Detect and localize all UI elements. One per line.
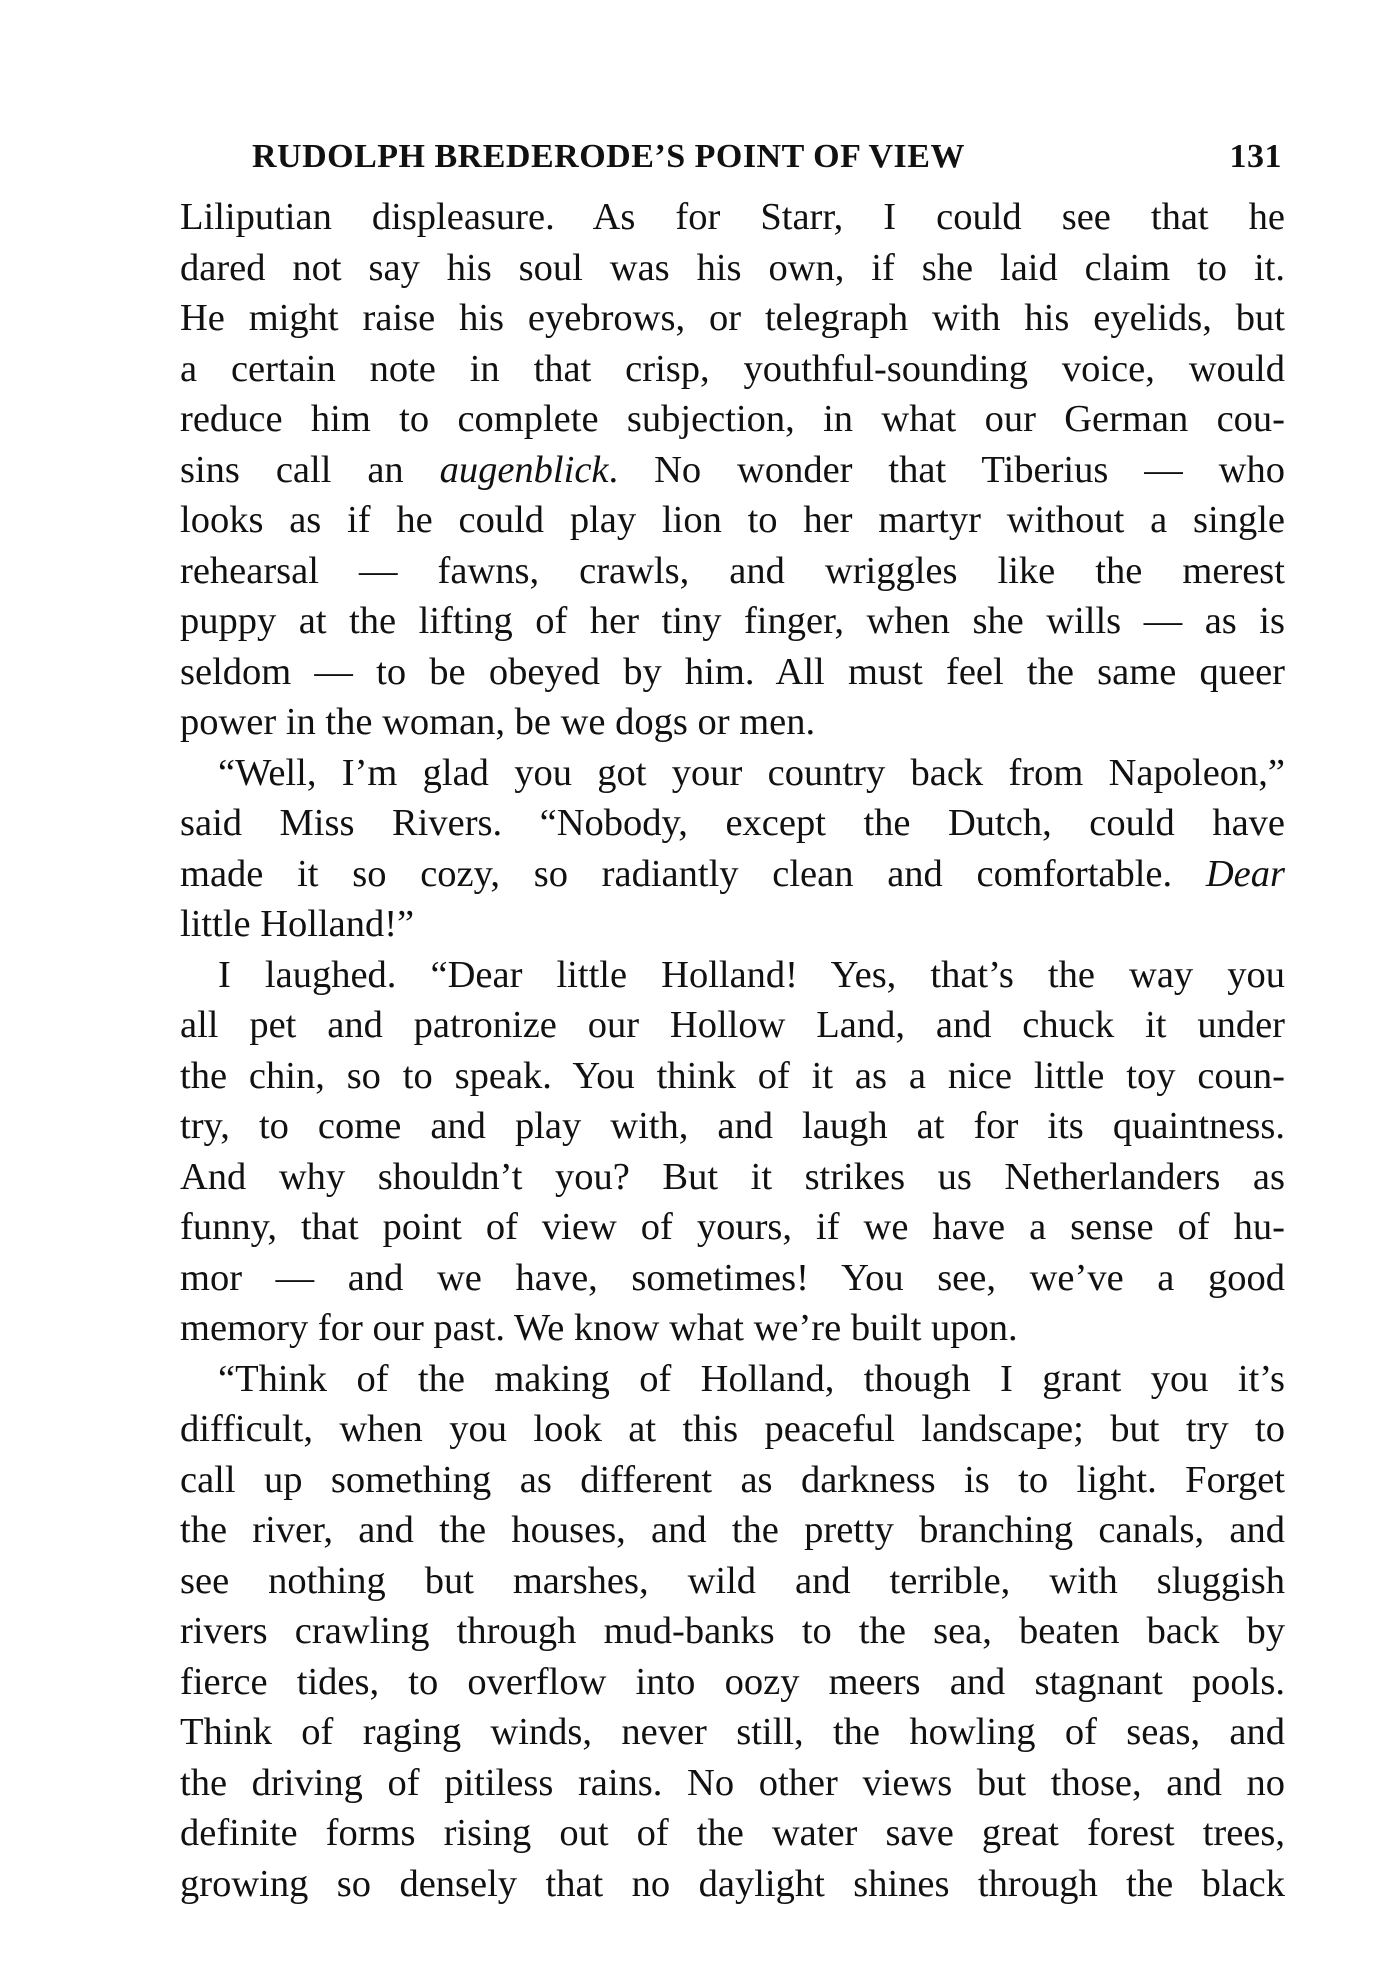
text-segment: sins call an xyxy=(180,448,440,491)
text-line: “Well, I’m glad you got your country back from Napoleon,” xyxy=(218,751,1285,794)
text-segment: . No wonder that Tiberius — who xyxy=(608,448,1285,491)
text-line: the driving of pitiless rains. No other views but those, and no xyxy=(180,1761,1285,1804)
text-line: funny, that point of view of yours, if we have a sense of hu- xyxy=(180,1206,1285,1248)
page-number: 131 xyxy=(1229,138,1282,175)
text-line: call up something as different as darkness is to light. Forget xyxy=(180,1458,1285,1501)
text-line: mor — and we have, sometimes! You see, we’ve a good xyxy=(180,1256,1285,1299)
text-line: reduce him to complete subjection, in what our German cou- xyxy=(180,398,1285,440)
italic-word: augenblick xyxy=(439,448,609,491)
text-line: Think of raging winds, never still, the howling of seas, and xyxy=(180,1711,1285,1753)
paragraph-2 xyxy=(180,748,1285,950)
text-line: difficult, when you look at this peaceful landscape; but try to xyxy=(180,1408,1285,1450)
text-line: said Miss Rivers. “Nobody, except the Dutch, could have xyxy=(180,802,1285,844)
text-line: looks as if he could play lion to her martyr without a single xyxy=(180,499,1285,541)
text-line-mixed xyxy=(180,849,1285,900)
text-line: a certain note in that crisp, youthful-sounding voice, would xyxy=(180,347,1285,390)
italic-word: Dear xyxy=(1205,852,1285,895)
text-line: see nothing but marshes, wild and terrible, with sluggish xyxy=(180,1559,1285,1602)
text-line: little Holland!” xyxy=(180,903,415,945)
text-line: try, to come and play with, and laugh at for its quaintness. xyxy=(180,1105,1285,1147)
text-line: dared not say his soul was his own, if she laid claim to it. xyxy=(180,246,1285,289)
text-line: puppy at the lifting of her tiny finger, when she wills — as is xyxy=(180,600,1285,642)
text-segment: made it so cozy, so radiantly clean and comfortable. xyxy=(180,852,1206,895)
text-line: seldom — to be obeyed by him. All must feel the same queer xyxy=(180,650,1285,693)
text-line: memory for our past. We know what we’re built upon. xyxy=(180,1307,1018,1349)
text-line: He might raise his eyebrows, or telegraph with his eyelids, but xyxy=(180,297,1285,339)
paragraph-4 xyxy=(180,1354,1285,1910)
body-text xyxy=(180,192,1285,1909)
text-line: power in the woman, be we dogs or men. xyxy=(180,701,816,743)
text-line: definite forms rising out of the water save great forest trees, xyxy=(180,1812,1285,1854)
text-line: growing so densely that no daylight shines through the black xyxy=(180,1862,1285,1905)
text-line: fierce tides, to overflow into oozy meers and stagnant pools. xyxy=(180,1660,1285,1703)
text-line: the river, and the houses, and the pretty branching canals, and xyxy=(180,1509,1285,1551)
text-line: “Think of the making of Holland, though I grant you it’s xyxy=(218,1357,1285,1400)
text-line-mixed xyxy=(180,445,1285,496)
text-line: all pet and patronize our Hollow Land, and chuck it under xyxy=(180,1004,1285,1046)
text-line: rivers crawling through mud-banks to the sea, beaten back by xyxy=(180,1610,1285,1652)
text-line: Liliputian displeasure. As for Starr, I could see that he xyxy=(180,196,1285,238)
text-line: And why shouldn’t you? But it strikes us Netherlanders as xyxy=(180,1155,1285,1198)
text-line: the chin, so to speak. You think of it as a nice little toy coun- xyxy=(180,1054,1285,1097)
running-title: RUDOLPH BREDERODE’S POINT OF VIEW xyxy=(252,138,965,175)
running-header xyxy=(232,138,1282,184)
text-line: rehearsal — fawns, crawls, and wriggles like the merest xyxy=(180,549,1285,592)
paragraph-3 xyxy=(180,950,1285,1354)
paragraph-1 xyxy=(180,192,1285,748)
text-line: I laughed. “Dear little Holland! Yes, that’s the way you xyxy=(218,953,1285,996)
